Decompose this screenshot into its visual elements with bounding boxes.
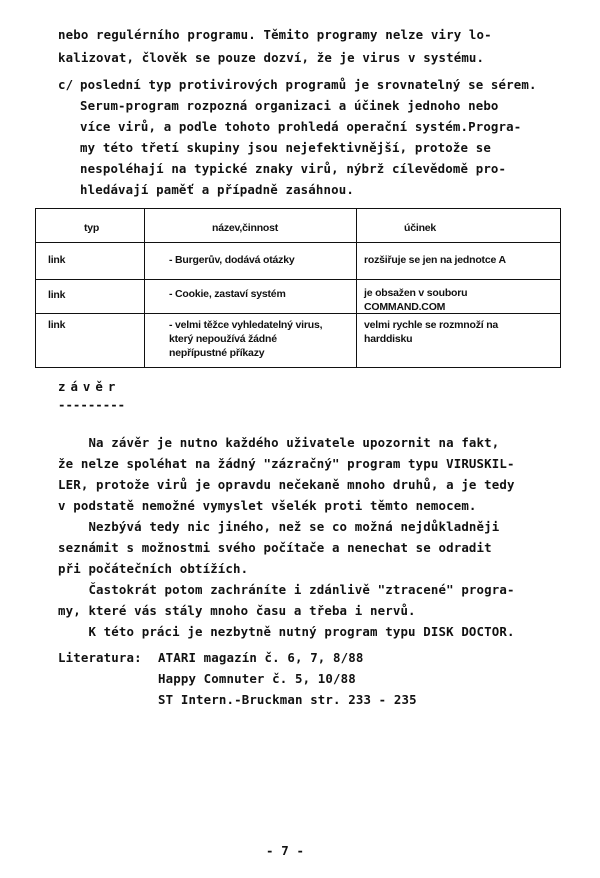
table-cell-ucinek: je obsažen v souboru COMMAND.COM <box>364 287 468 313</box>
text-line: poslední typ protivirových programů je srovnatelný se sérem. <box>80 77 537 92</box>
text-line: více virů, a podle tohoto prohledá operační systém.Progra- <box>80 119 522 134</box>
section-heading: závěr <box>58 379 121 394</box>
text-line: kalizovat, člověk se pouze dozví, že je virus v systému. <box>58 50 485 65</box>
literature-entry: ST Intern.-Bruckman str. 233 - 235 <box>158 692 417 707</box>
text-line: v podstatě nemožné vymyslet všelék proti těmto nemocem. <box>58 498 477 513</box>
table-cell-typ: link <box>48 254 66 266</box>
row-divider <box>36 242 560 243</box>
literature-label: Literatura: <box>58 650 142 665</box>
literature-entry: ATARI magazín č. 6, 7, 8/88 <box>158 650 364 665</box>
table-cell-ucinek: rozšiřuje se jen na jednotce A <box>364 254 506 266</box>
text-line: Častokrát potom zachráníte i zdánlivě "ztracené" progra- <box>58 582 515 597</box>
text-line: LER, protože virů je opravdu nečekaně mnoho druhů, a je tedy <box>58 477 515 492</box>
virus-table <box>35 208 561 368</box>
table-cell-ucinek: velmi rychle se rozmnoží na harddisku <box>364 319 499 345</box>
text-line: my této třetí skupiny jsou nejefektivnější, protože se <box>80 140 491 155</box>
text-line: Serum-program rozpozná organizaci a účinek jednoho nebo <box>80 98 499 113</box>
page-number: - 7 - <box>266 843 305 858</box>
table-header-ucinek: účinek <box>404 222 437 234</box>
text-line: nespoléhají na typické znaky virů, nýbrž cílevědomě pro- <box>80 161 507 176</box>
list-item-c <box>58 74 537 197</box>
text-line: při počátečních obtížích. <box>58 561 249 576</box>
table-cell-typ: link <box>48 289 66 301</box>
table-cell-nazev: - Cookie, zastaví systém <box>169 288 286 300</box>
table-cell-nazev: - velmi těžce vyhledatelný virus, který nepoužívá žádné nepřípustné příkazy <box>169 319 323 359</box>
text-line: K této práci je nezbytně nutný program typu DISK DOCTOR. <box>58 624 515 639</box>
literature-list <box>158 647 417 757</box>
text-line: Na závěr je nutno každého uživatele upozornit na fakt, <box>58 435 500 450</box>
heading-underline: --------- <box>58 397 126 412</box>
table-cell-nazev: - Burgerův, dodává otázky <box>169 254 295 266</box>
list-marker: c/ <box>58 77 74 92</box>
text-line: hledávají paměť a případně zasáhnou. <box>80 182 354 197</box>
table-header-nazev: název,činnost <box>212 222 279 234</box>
table-header-typ: typ <box>84 222 100 234</box>
text-line: nebo regulérního programu. Těmito programy nelze viry lo- <box>58 27 492 42</box>
text-line: seznámit s možnostmi svého počítače a nenechat se odradit <box>58 540 492 555</box>
row-divider <box>36 313 560 314</box>
column-divider <box>144 209 145 367</box>
text-line: že nelze spoléhat na žádný "zázračný" program typu VIRUSKIL- <box>58 456 515 471</box>
text-line: my, které vás stály mnoho času a třeba i nervů. <box>58 603 416 618</box>
literature-entry: Happy Comnuter č. 5, 10/88 <box>158 671 356 686</box>
column-divider <box>356 209 357 367</box>
table-cell-typ: link <box>48 319 66 331</box>
text-line: Nezbývá tedy nic jiného, než se co možná nejdůkladněji <box>58 519 500 534</box>
row-divider <box>36 279 560 280</box>
literature-section <box>58 647 417 735</box>
